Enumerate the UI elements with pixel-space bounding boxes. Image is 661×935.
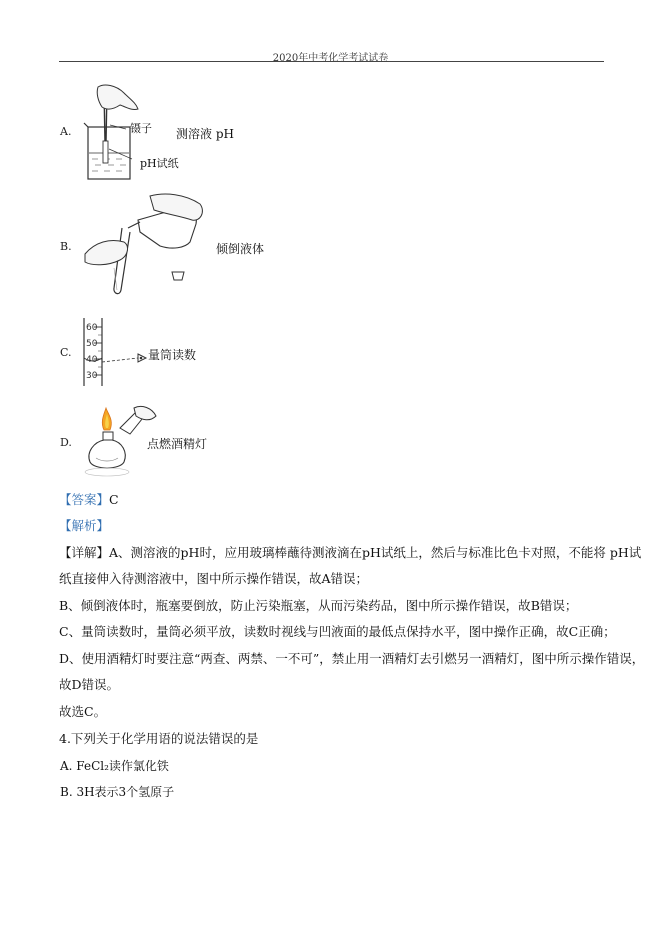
alcohol-lamp-body	[89, 440, 125, 468]
ph-paper-strip	[103, 141, 108, 163]
option-c-caption: 量筒读数	[148, 348, 197, 362]
detail-text-1: A、测溶液的pH时，应用玻璃棒蘸待测液滴在pH试纸上，然后与标准比色卡对照，不能将 pH试	[109, 545, 642, 560]
tweezers-label: 镊子	[130, 122, 152, 135]
tick-label-60: 60	[86, 323, 98, 333]
question-4-stem: 4.下列关于化学用语的说法错误的是	[59, 731, 259, 746]
tick-label-50: 50	[86, 339, 98, 349]
detail-line-6: 故D错误。	[59, 677, 120, 692]
option-a-letter: A.	[60, 125, 72, 138]
question-4-option-b: B. 3H表示3个氢原子	[60, 785, 175, 799]
option-b-caption: 倾倒液体	[216, 242, 265, 256]
page-header: 2020年中考化学考试试卷	[272, 53, 389, 64]
header-rule	[59, 61, 604, 62]
answer-value: C	[109, 492, 119, 507]
detail-line-1	[59, 545, 642, 560]
answer-tag: 【答案】	[59, 492, 110, 507]
answer-line	[59, 493, 607, 507]
stopper	[172, 272, 184, 280]
detail-tag: 【详解】	[59, 545, 110, 560]
tick-label-30: 30	[86, 371, 98, 381]
sight-line	[102, 358, 138, 362]
analysis-line	[59, 519, 607, 533]
lamp-neck	[103, 432, 113, 440]
hand	[97, 85, 138, 110]
analysis-tag: 【解析】	[59, 518, 110, 533]
option-a-caption: 测溶液 pH	[176, 127, 234, 141]
tick-label-40: 40	[86, 355, 98, 365]
question-4-option-a: A. FeCl₂读作氯化铁	[60, 759, 169, 773]
option-c-letter: C.	[60, 346, 72, 359]
detail-line-4: C、量筒读数时，量筒必须平放，读数时视线与凹液面的最低点保持水平，图中操作正确，故C正确；	[59, 624, 616, 639]
conclusion-line: 故选C。	[59, 704, 107, 719]
option-d-caption: 点燃酒精灯	[147, 437, 208, 451]
detail-line-2: 纸直接伸入待测溶液中，图中所示操作错误，故A错误；	[59, 571, 369, 586]
detail-line-3: B、倾倒液体时，瓶塞要倒放，防止污染瓶塞，从而污染药品，图中所示操作错误，故B错误；	[59, 598, 578, 613]
detail-line-5: D、使用酒精灯时要注意“两查、两禁、一不可”，禁止用一酒精灯去引燃另一酒精灯，图中所示操作错误，	[59, 651, 645, 666]
ph-paper-label: pH试纸	[140, 157, 179, 170]
option-d-letter: D.	[60, 436, 72, 449]
pour-liquid-illustration	[80, 192, 215, 302]
option-b-letter: B.	[60, 240, 72, 253]
cylinder-reading-illustration	[80, 316, 155, 388]
